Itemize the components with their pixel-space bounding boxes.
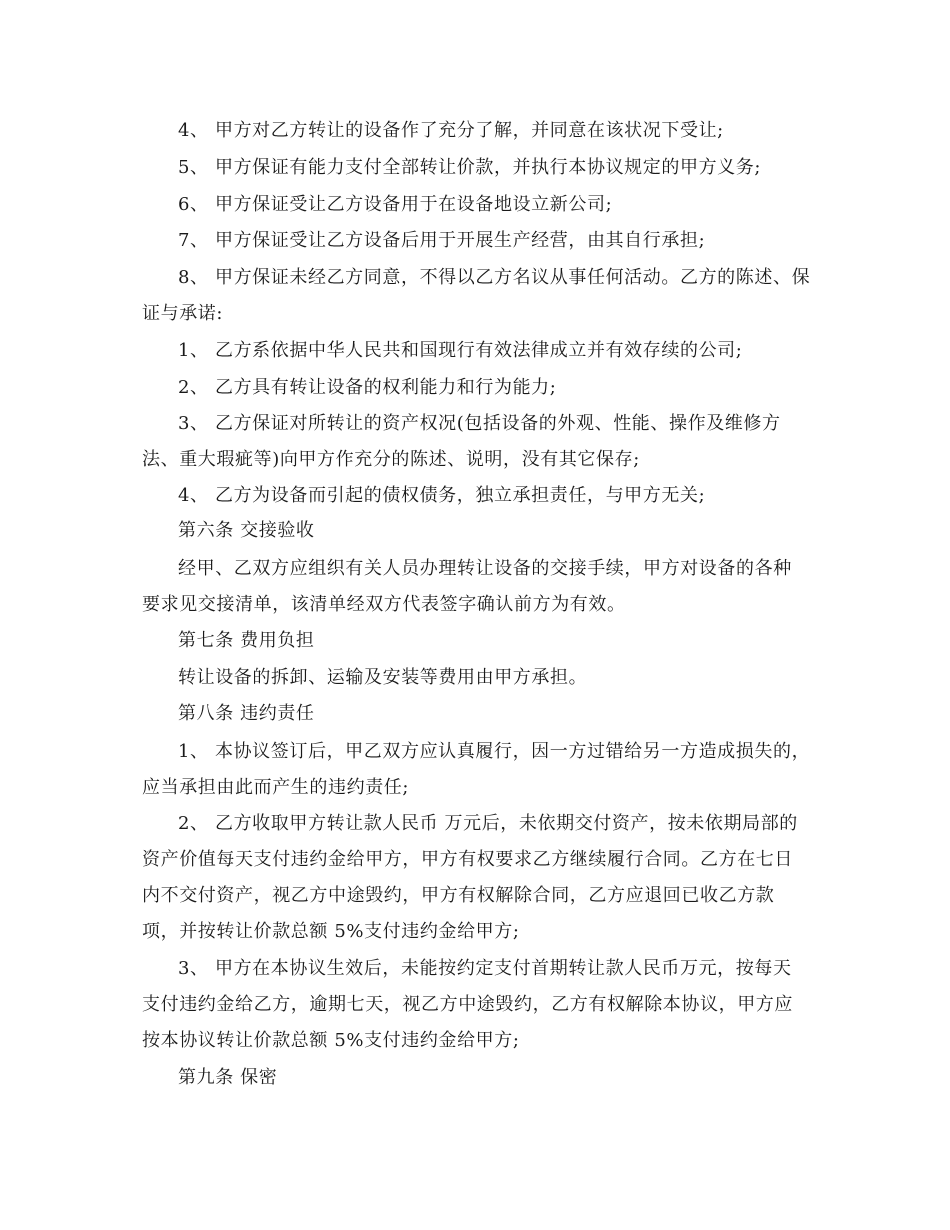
text-line: 项，并按转让价款总额 5%支付违约金给甲方;	[142, 921, 520, 942]
text-line: 1、 乙方系依据中华人民共和国现行有效法律成立并有效存续的公司;	[178, 340, 743, 361]
text-line: 2、 乙方具有转让设备的权利能力和行为能力;	[178, 377, 557, 398]
text-line: 经甲、乙双方应组织有关人员办理转让设备的交接手续，甲方对设备的各种	[178, 558, 792, 579]
text-line: 内不交付资产，视乙方中途毁约，甲方有权解除合同，乙方应退回已收乙方款	[142, 885, 775, 906]
text-line: 4、 乙方为设备而引起的债权债务，独立承担责任，与甲方无关;	[178, 485, 706, 506]
text-line: 2、 乙方收取甲方转让款人民币 万元后，未依期交付资产，按未依期局部的	[178, 813, 798, 834]
section-heading: 第九条 保密	[178, 1067, 278, 1088]
text-line: 4、 甲方对乙方转让的设备作了充分了解，并同意在该状况下受让;	[178, 120, 724, 141]
text-line: 支付违约金给乙方，逾期七天，视乙方中途毁约，乙方有权解除本协议，甲方应	[142, 994, 793, 1015]
text-line: 5、 甲方保证有能力支付全部转让价款，并执行本协议规定的甲方义务;	[178, 157, 762, 178]
text-line: 应当承担由此而产生的违约责任;	[142, 777, 410, 798]
text-line: 3、 甲方在本协议生效后，未能按约定支付首期转让款人民币万元，按每天	[178, 958, 792, 979]
text-line: 转让设备的拆卸、运输及安装等费用由甲方承担。	[178, 667, 588, 688]
section-heading: 第八条 违约责任	[178, 703, 315, 724]
text-line: 3、 乙方保证对所转让的资产权况(包括设备的外观、性能、操作及维修方	[178, 413, 781, 434]
text-line: 证与承诺:	[142, 303, 224, 324]
text-line: 法、重大瑕疵等)向甲方作充分的陈述、说明，没有其它保存;	[142, 449, 640, 470]
text-line: 6、 甲方保证受让乙方设备用于在设备地设立新公司;	[178, 194, 613, 215]
text-line: 1、 本协议签订后，甲乙双方应认真履行，因一方过错给另一方造成损失的，	[178, 741, 811, 762]
text-line: 要求见交接清单，该清单经双方代表签字确认前方为有效。	[142, 594, 626, 615]
text-line: 按本协议转让价款总额 5%支付违约金给甲方;	[142, 1030, 520, 1051]
section-heading: 第七条 费用负担	[178, 630, 315, 651]
text-line: 8、 甲方保证未经乙方同意，不得以乙方名议从事任何活动。乙方的陈述、保	[178, 267, 811, 288]
text-line: 7、 甲方保证受让乙方设备后用于开展生产经营，由其自行承担;	[178, 230, 706, 251]
section-heading: 第六条 交接验收	[178, 520, 315, 541]
text-line: 资产价值每天支付违约金给甲方，甲方有权要求乙方继续履行合同。乙方在七日	[142, 849, 793, 870]
